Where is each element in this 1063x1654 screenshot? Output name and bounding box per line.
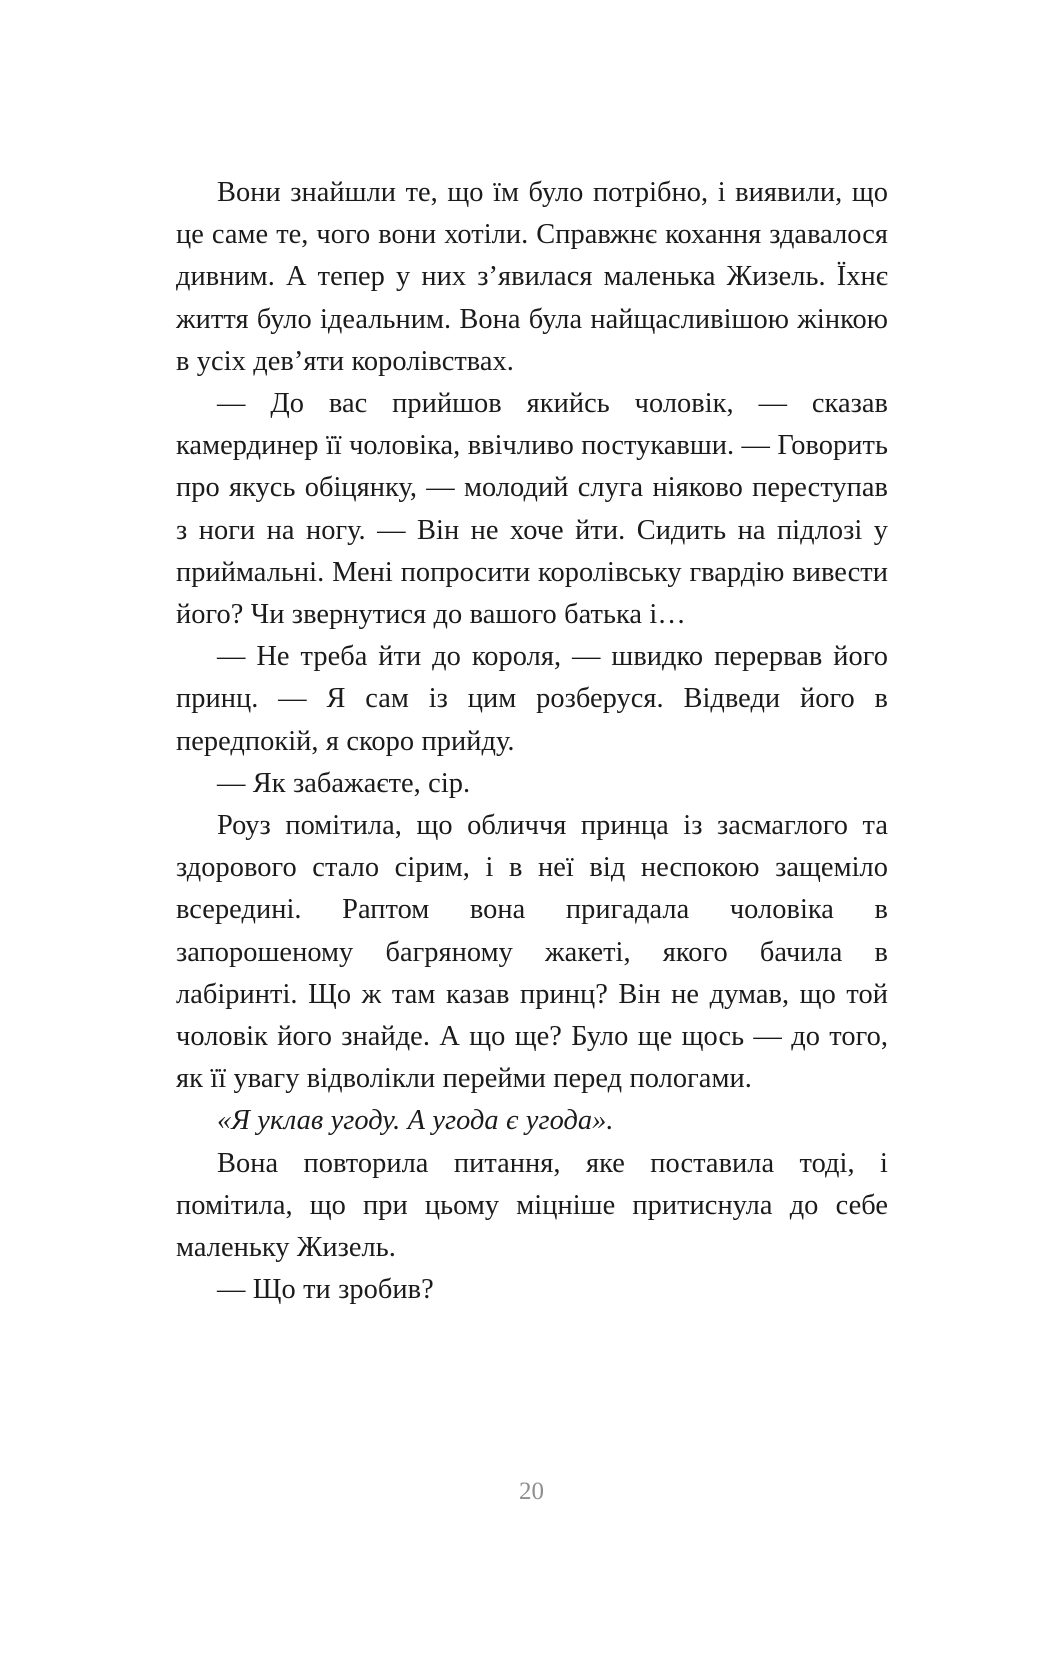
paragraph: — Як забажаєте, сір. <box>217 767 471 799</box>
paragraph-quote: «Я уклав угоду. А угода є угода». <box>217 1105 614 1137</box>
paragraph: Вона повторила питання, яке поставила тоді, і помітила, що при цьому міцніше притиснула до себе маленьку Жизель. <box>176 1147 888 1264</box>
paragraph: — Що ти зробив? <box>217 1274 434 1306</box>
paragraph: Вони знайшли те, що їм було потрібно, і виявили, що це саме те, чого вони хотіли. Справжнє кохання здавалося дивним. А тепер у них з’явилася маленька Жизель. Їхнє життя було ідеальним. Вона була найщасливішою жінкою в усіх дев’яти королівствах. <box>176 177 888 377</box>
paragraph: Роуз помітила, що обличчя принца із засмаглого та здорового стало сірим, і в неї від неспокою защеміло всередині. Раптом вона пригадала чоловіка в запорошеному багряному жакеті, якого бачила в лабіринті. Що ж там казав принц? Він не думав, що той чоловік його знайде. А що ще? Було ще щось — до того, як її увагу відволікли перейми перед пологами. <box>176 810 888 1095</box>
paragraph: — До вас прийшов якийсь чоловік, — сказав камердинер її чоловіка, ввічливо постукавши. — Говорить про якусь обіцянку, — молодий слуга ніяково переступав з ноги на ногу. — Він не хоче йти. Сидить на підлозі у приймальні. Мені попросити королівську гвардію вивести його? Чи звернутися до вашого батька і… <box>176 388 888 631</box>
paragraph: — Не треба йти до короля, — швидко перервав його принц. — Я сам із цим розберуся. Відведи його в передпокій, я скоро прийду. <box>176 641 888 757</box>
page-number: 20 <box>519 1478 544 1505</box>
page-text-body <box>176 172 888 1311</box>
